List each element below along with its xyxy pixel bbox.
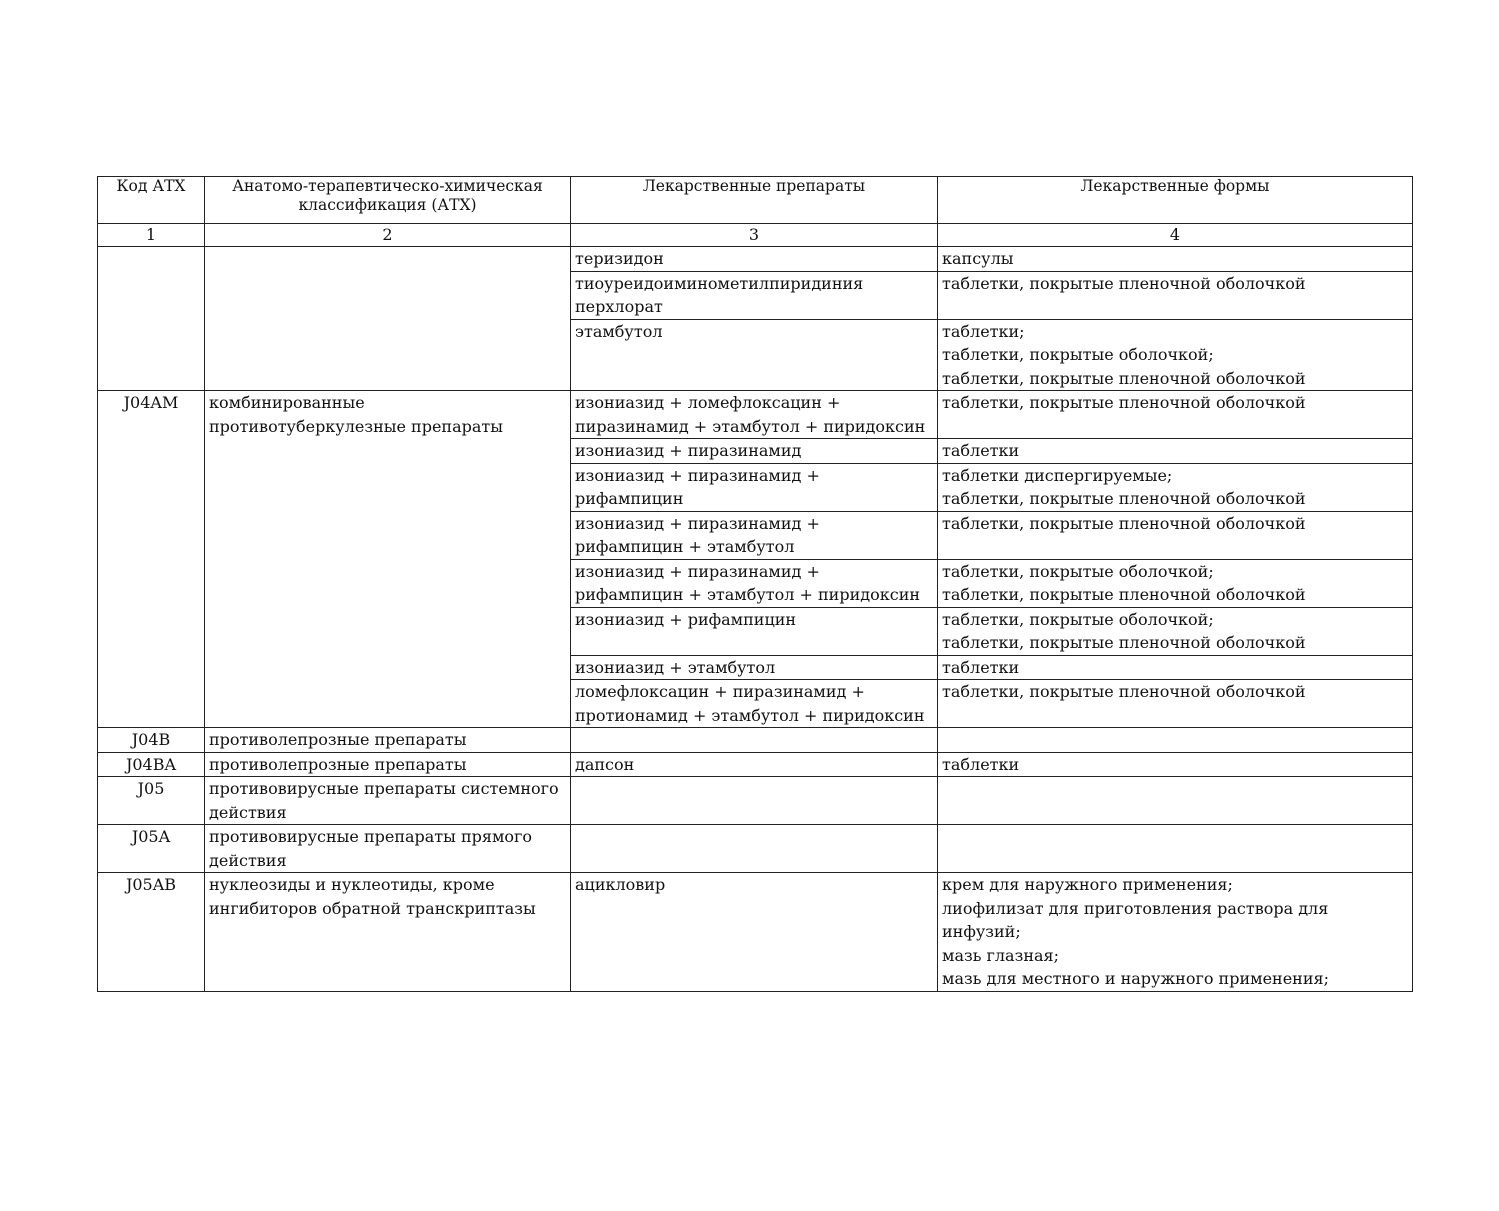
atx-classification: противолепрозные препараты (205, 728, 571, 753)
atx-code: J04B (98, 728, 205, 753)
dosage-form: таблетки диспергируемые; (942, 465, 1173, 485)
header-classification: Анатомо-терапевтическо-химическая классификация (АТХ) (205, 177, 571, 224)
table-row (98, 777, 1413, 825)
dosage-forms (938, 873, 1413, 992)
dosage-form: мазь глазная; (942, 945, 1060, 965)
drug-name: этамбутол (571, 319, 938, 391)
dosage-forms (938, 439, 1413, 464)
drug-name (571, 777, 938, 825)
dosage-form: таблетки, покрытые пленочной оболочкой (942, 513, 1306, 533)
dosage-form: таблетки, покрытые пленочной оболочкой (942, 489, 1306, 508)
drug-name: ломефлоксацин + пиразинамид + протионамид + этамбутол + пиридоксин (571, 680, 938, 728)
dosage-forms (938, 607, 1413, 655)
drug-name: дапсон (571, 752, 938, 777)
dosage-forms (938, 777, 1413, 825)
dosage-forms (938, 271, 1413, 319)
atx-code: J04BA (98, 752, 205, 777)
column-number: 3 (571, 224, 938, 247)
dosage-forms (938, 463, 1413, 511)
atx-classification: нуклеозиды и нуклеотиды, кроме ингибиторов обратной транскриптазы (205, 873, 571, 992)
column-number-row (98, 224, 1413, 247)
dosage-form: таблетки, покрытые оболочкой; (942, 345, 1214, 364)
column-number: 4 (938, 224, 1413, 247)
dosage-forms (938, 825, 1413, 873)
atx-code: J05 (98, 777, 205, 825)
drug-name: изониазид + ломефлоксацин + пиразинамид + этамбутол + пиридоксин (571, 391, 938, 439)
table-body (98, 247, 1413, 992)
dosage-forms (938, 511, 1413, 559)
header-code: Код АТХ (98, 177, 205, 224)
table-row (98, 825, 1413, 873)
drug-name: изониазид + пиразинамид + рифампицин + этамбутол + пиридоксин (571, 559, 938, 607)
drug-name: изониазид + пиразинамид (571, 439, 938, 464)
dosage-forms (938, 391, 1413, 439)
dosage-form: таблетки, покрытые пленочной оболочкой (942, 633, 1306, 652)
dosage-forms (938, 247, 1413, 272)
dosage-forms (938, 319, 1413, 391)
atx-code: J04AM (98, 391, 205, 728)
dosage-form: крем для наружного применения; (942, 875, 1233, 894)
dosage-form: таблетки (942, 754, 1020, 774)
dosage-forms (938, 655, 1413, 680)
atx-drug-table (97, 176, 1413, 992)
header-row (98, 177, 1413, 224)
drug-name: тиоуреидоиминометилпиридиния перхлорат (571, 271, 938, 319)
drug-name: изониазид + пиразинамид + рифампицин + этамбутол (571, 511, 938, 559)
table-row (98, 391, 1413, 439)
dosage-form: капсулы (942, 249, 1014, 268)
atx-code: J05AB (98, 873, 205, 992)
atx-classification: противовирусные препараты системного действия (205, 777, 571, 825)
atx-code: J05A (98, 825, 205, 873)
dosage-forms (938, 680, 1413, 728)
atx-classification: противолепрозные препараты (205, 752, 571, 777)
atx-classification: комбинированные противотуберкулезные препараты (205, 391, 571, 728)
drug-name (571, 825, 938, 873)
dosage-form: мазь для местного и наружного применения; (942, 969, 1329, 988)
dosage-form: таблетки, покрытые оболочкой; (942, 609, 1214, 629)
drug-name: изониазид + пиразинамид + рифампицин (571, 463, 938, 511)
header-forms: Лекарственные формы (938, 177, 1413, 224)
column-number: 2 (205, 224, 571, 247)
dosage-form: таблетки, покрытые пленочной оболочкой (942, 682, 1306, 701)
drug-name: теризидон (571, 247, 938, 272)
dosage-forms (938, 728, 1413, 753)
drug-name: изониазид + рифампицин (571, 607, 938, 655)
atx-classification (205, 247, 571, 391)
header-drugs: Лекарственные препараты (571, 177, 938, 224)
table-row (98, 752, 1413, 777)
dosage-form: таблетки, покрытые пленочной оболочкой (942, 273, 1306, 293)
column-number: 1 (98, 224, 205, 247)
table-row (98, 728, 1413, 753)
dosage-form: таблетки, покрытые оболочкой; (942, 561, 1214, 581)
dosage-form: лиофилизат для приготовления раствора для инфузий; (942, 898, 1329, 941)
drug-name (571, 728, 938, 753)
drug-name: ацикловир (571, 873, 938, 992)
dosage-form: таблетки, покрытые пленочной оболочкой (942, 368, 1306, 388)
atx-classification: противовирусные препараты прямого действия (205, 825, 571, 873)
dosage-form: таблетки (942, 441, 1020, 460)
dosage-form: таблетки, покрытые пленочной оболочкой (942, 393, 1306, 412)
atx-code (98, 247, 205, 391)
dosage-forms (938, 752, 1413, 777)
table-row (98, 247, 1413, 272)
dosage-form: таблетки; (942, 321, 1025, 341)
table-row (98, 873, 1413, 992)
dosage-form: таблетки (942, 657, 1020, 677)
dosage-forms (938, 559, 1413, 607)
drug-name: изониазид + этамбутол (571, 655, 938, 680)
dosage-form: таблетки, покрытые пленочной оболочкой (942, 585, 1306, 604)
